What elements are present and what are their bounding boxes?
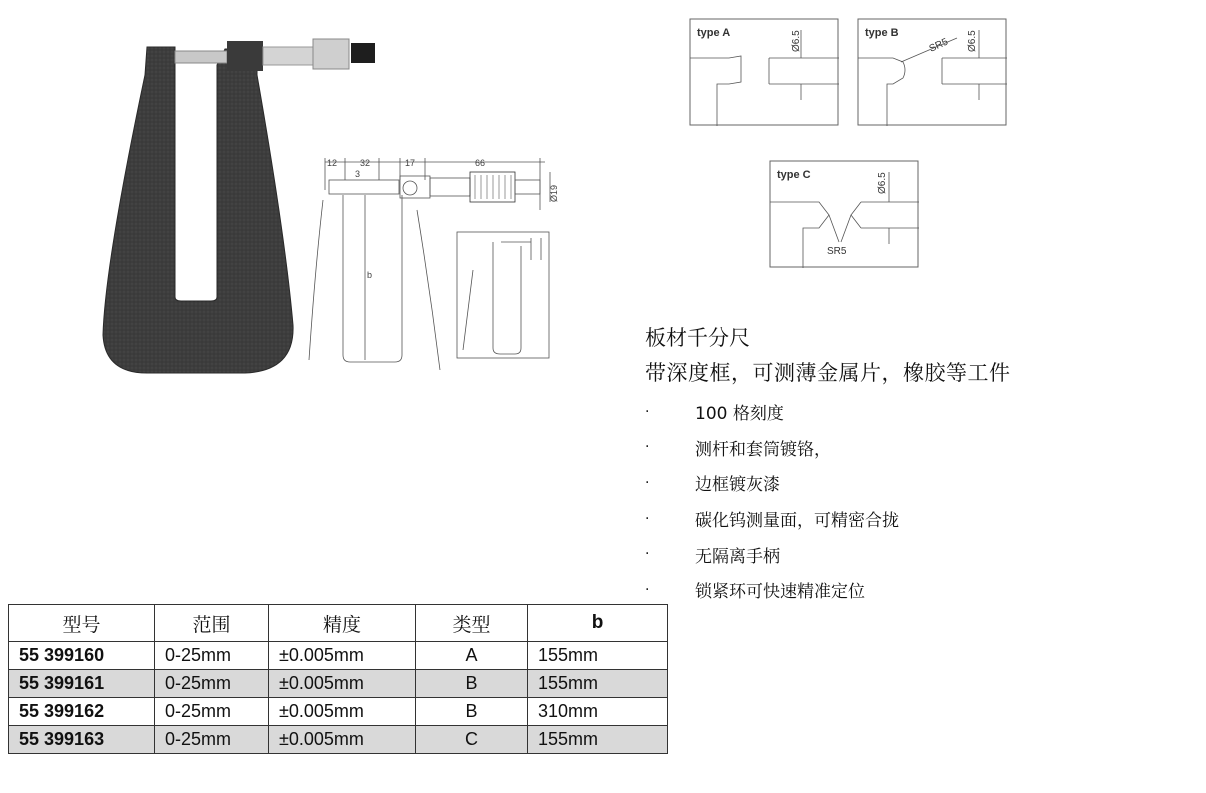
header-b: b <box>528 605 668 642</box>
cell-type: C <box>416 726 528 754</box>
type-a-diagram <box>689 18 841 128</box>
feature-text: 碳化钨测量面，可精密合拢 <box>695 511 899 532</box>
type-c-label: type C <box>777 169 811 181</box>
spec-table <box>8 604 668 754</box>
feature-text: 测杆和套筒镀铬， <box>695 439 831 460</box>
type-b-dim: Ø6.5 <box>967 30 978 52</box>
feature-text: 锁紧环可快速精准定位 <box>695 582 865 603</box>
cell-b: 155mm <box>528 726 668 754</box>
cell-accuracy: ±0.005mm <box>269 698 416 726</box>
header-model: 型号 <box>9 605 155 642</box>
header-range: 范围 <box>155 605 269 642</box>
feature-item <box>645 536 899 572</box>
product-subtitle: 带深度框，可测薄金属片，橡胶等工件 <box>645 361 1011 385</box>
feature-item <box>645 394 899 430</box>
cell-b: 155mm <box>528 642 668 670</box>
cell-type: B <box>416 670 528 698</box>
dim-b: b <box>367 270 373 280</box>
feature-item <box>645 501 899 537</box>
cell-model: 55 399162 <box>9 698 155 726</box>
micrometer-lock-ring <box>227 41 263 71</box>
micrometer-spindle <box>175 51 227 63</box>
feature-text: 无隔离手柄 <box>695 546 780 567</box>
cell-range: 0-25mm <box>155 670 269 698</box>
cell-b: 155mm <box>528 670 668 698</box>
micrometer-ratchet <box>351 43 375 63</box>
bullet: · <box>645 403 650 420</box>
bullet: · <box>645 474 650 491</box>
feature-text: 边框镀灰漆 <box>695 475 780 496</box>
dim-66: 66 <box>475 158 486 168</box>
table-row <box>9 698 668 726</box>
table-row <box>9 642 668 670</box>
micrometer-frame <box>103 47 293 373</box>
dim-32: 32 <box>360 158 371 168</box>
cell-accuracy: ±0.005mm <box>269 670 416 698</box>
cell-accuracy: ±0.005mm <box>269 642 416 670</box>
drawing-knurl <box>470 172 515 202</box>
dim-17: 17 <box>405 158 416 168</box>
type-b-diagram <box>857 18 1009 128</box>
micrometer-sleeve <box>263 47 313 65</box>
cell-b: 310mm <box>528 698 668 726</box>
cell-range: 0-25mm <box>155 698 269 726</box>
feature-item <box>645 430 899 466</box>
cell-type: B <box>416 698 528 726</box>
cell-type: A <box>416 642 528 670</box>
bullet: · <box>645 439 650 456</box>
cell-accuracy: ±0.005mm <box>269 726 416 754</box>
technical-drawing <box>305 150 570 370</box>
bullet: · <box>645 581 650 598</box>
cell-range: 0-25mm <box>155 726 269 754</box>
table-header-row <box>9 605 668 642</box>
header-accuracy: 精度 <box>269 605 416 642</box>
dim-3: 3 <box>355 169 361 179</box>
feature-text: 100 格刻度 <box>695 404 784 425</box>
feature-list <box>645 394 899 608</box>
feature-item <box>645 465 899 501</box>
bullet: · <box>645 546 650 563</box>
bullet: · <box>645 510 650 527</box>
type-c-diagram <box>769 160 921 270</box>
feature-item <box>645 572 899 608</box>
product-title: 板材千分尺 <box>645 326 750 350</box>
type-b-sr: SR5 <box>927 36 950 55</box>
cell-range: 0-25mm <box>155 642 269 670</box>
type-a-dim: Ø6.5 <box>791 30 802 52</box>
cell-model: 55 399163 <box>9 726 155 754</box>
type-b-label: type B <box>865 27 899 39</box>
dim-dia19: Ø19 <box>549 184 559 202</box>
cell-model: 55 399160 <box>9 642 155 670</box>
type-c-dim: Ø6.5 <box>877 172 888 194</box>
header-type: 类型 <box>416 605 528 642</box>
type-c-sr: SR5 <box>827 246 847 257</box>
cell-model: 55 399161 <box>9 670 155 698</box>
micrometer-thimble <box>313 39 349 69</box>
dim-12: 12 <box>327 158 338 168</box>
table-row <box>9 670 668 698</box>
type-a-label: type A <box>697 27 731 39</box>
table-row <box>9 726 668 754</box>
